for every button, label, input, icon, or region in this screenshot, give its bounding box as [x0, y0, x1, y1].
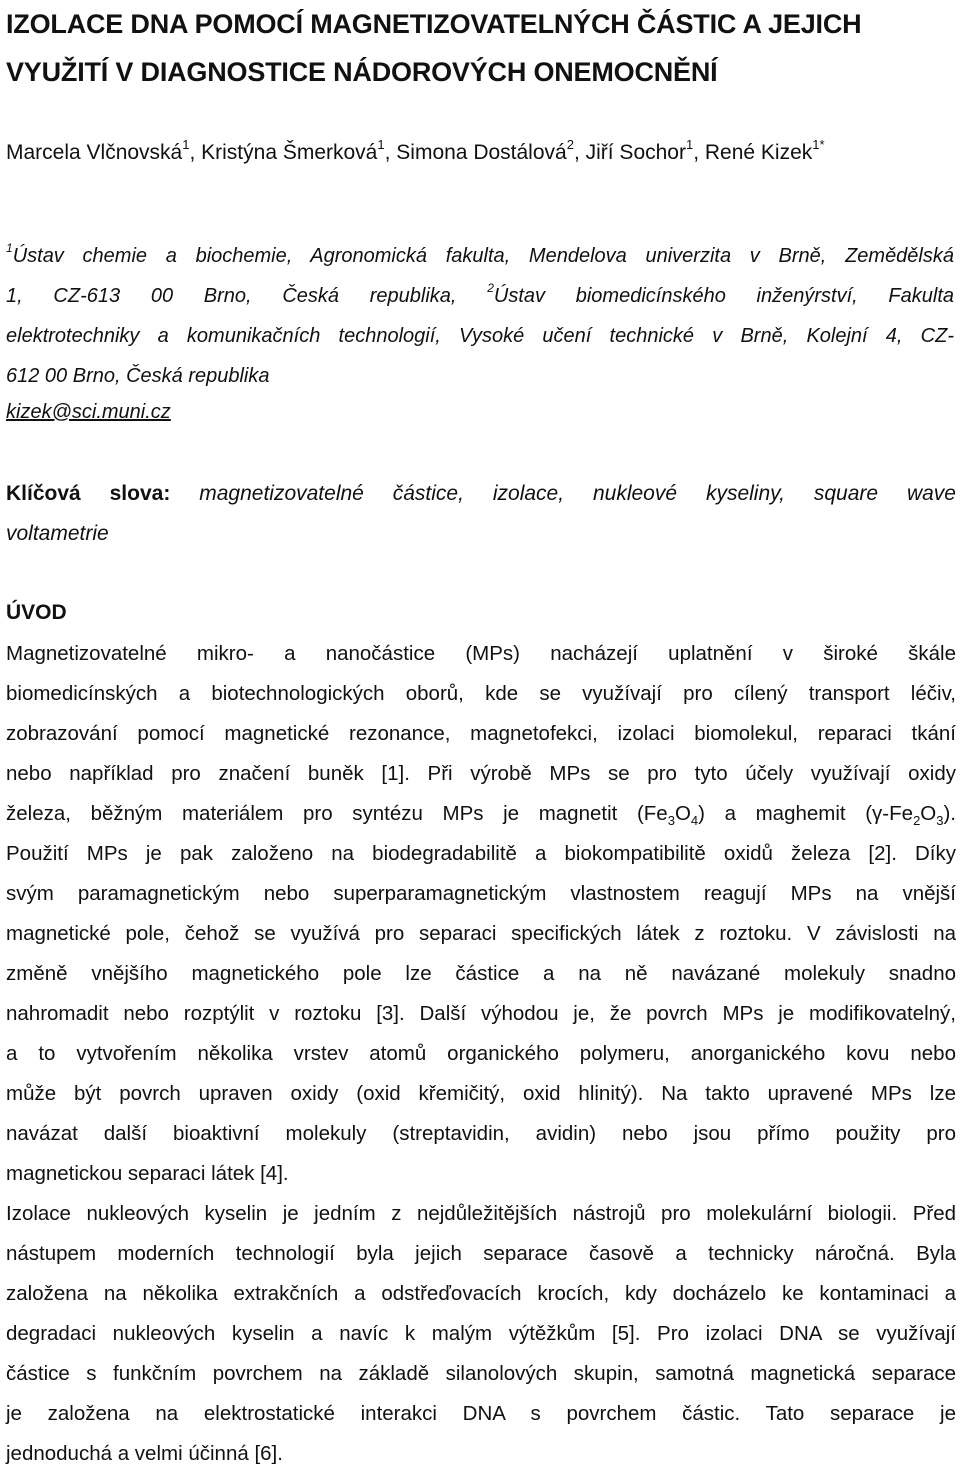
section-body	[6, 634, 956, 1474]
affiliation-line: 1, CZ-613 00 Brno, Česká republika, $^2$Ústav biomedicínského inženýrství, Fakulta	[6, 281, 955, 307]
paragraph-line: Magnetizovatelné mikro- a nanočástice (MPs) nacházejí uplatnění v široké škále	[6, 642, 956, 665]
author-affiliation-mark: 1*	[812, 137, 825, 152]
paragraph-line: změně vnějšího magnetického pole lze částice a na ně navázané molekuly snadno	[6, 962, 956, 985]
paragraph-line: částice s funkčním povrchem na základě silanolových skupin, samotná magnetická separace	[6, 1362, 956, 1385]
author-affiliation-mark: 1	[685, 137, 694, 152]
keywords	[6, 474, 956, 554]
paragraph-line: nahromadit nebo rozptýlit v roztoku [3]. Další výhodou je, že povrch MPs je modifikovatelný,	[6, 1002, 956, 1025]
paragraph-line: je založena na elektrostatické interakci DNA s povrchem částic. Tato separace je	[6, 1402, 956, 1425]
paragraph-line: navázat další bioaktivní molekuly (streptavidin, avidin) nebo jsou přímo použity pro	[6, 1122, 956, 1145]
author-affiliation-mark: 2	[566, 137, 574, 152]
author-list: Marcela Vlčnovská$^1$, Kristýna Šmerková$^1$, Simona Dostálová$^2$, Jiří Sochor$^1$, René Kizek$^{1*}$	[6, 137, 825, 164]
section-heading-uvod: ÚVOD	[6, 601, 67, 624]
paragraph-line: jednoduchá a velmi účinná [6].	[6, 1442, 283, 1465]
author-name: Jiří Sochor	[585, 141, 686, 164]
affiliation-line: 612 00 Brno, Česká republika	[6, 365, 270, 387]
author-affiliation-mark: 1	[182, 137, 190, 152]
title-line-1: IZOLACE DNA POMOCÍ MAGNETIZOVATELNÝCH ČÁSTIC A JEJICH	[6, 9, 862, 39]
title-line-2: VYUŽITÍ V DIAGNOSTICE NÁDOROVÝCH ONEMOCNĚNÍ	[6, 57, 718, 87]
author-name: Marcela Vlčnovská	[6, 141, 183, 164]
affiliation-line: $^1$Ústav chemie a biochemie, Agronomická fakulta, Mendelova univerzita v Brně, Zemědělská	[6, 241, 954, 267]
paragraph-line: magnetickou separaci látek [4].	[6, 1162, 289, 1185]
affiliations	[6, 236, 954, 396]
affiliation-line: elektrotechniky a komunikačních technologií, Vysoké učení technické v Brně, Kolejní 4, CZ-	[6, 325, 954, 347]
author-name: Kristýna Šmerková	[201, 141, 378, 164]
author-affiliation-mark: 1	[377, 137, 385, 152]
paragraph-line: Použití MPs je pak založeno na biodegradabilitě a biokompatibilitě oxidů železa [2]. Díky	[6, 842, 956, 865]
author-name: Simona Dostálová	[396, 141, 567, 164]
paragraph-line: svým paramagnetickým nebo superparamagnetickým vlastnostem reagují MPs na vnější	[6, 882, 956, 905]
keywords-values: magnetizovatelné částice, izolace, nukleové kyseliny, square wave	[199, 482, 956, 505]
paragraph-line: magnetické pole, čehož se využívá pro separaci specifických látek z roztoku. V závislosti na	[6, 922, 956, 945]
paragraph-line: degradaci nukleových kyselin a navíc k malým výtěžkům [5]. Pro izolaci DNA se využívají	[6, 1322, 956, 1345]
keywords-line	[6, 474, 956, 514]
keywords-label: Klíčová slova:	[6, 482, 171, 505]
paragraph-line: železa, běžným materiálem pro syntézu MPs je magnetit $(Fe_3O_4)$ a maghemit $(\gamma-Fe_2O_3)$.	[6, 802, 957, 829]
affiliation-mark: 1	[6, 241, 13, 256]
paragraph-line: zobrazování pomocí magnetické rezonance, magnetofekci, izolaci biomolekul, reparaci tkání	[6, 722, 956, 745]
contact-email-link[interactable]: kizek@sci.muni.cz	[6, 401, 171, 423]
paragraph-line: nástupem moderních technologií byla jejich separace časově a technicky náročná. Byla	[6, 1242, 956, 1265]
paragraph-line: a to vytvořením několika vrstev atomů organického polymeru, anorganického kovu nebo	[6, 1042, 956, 1065]
paragraph-line: Izolace nukleových kyselin je jedním z nejdůležitějších nástrojů pro molekulární biologii. Před	[6, 1202, 956, 1225]
keywords-values-cont: voltametrie	[6, 522, 109, 545]
affiliation-mark: 2	[487, 281, 494, 296]
paragraph-line: biomedicínských a biotechnologických oborů, kde se využívají pro cílený transport léčiv,	[6, 682, 956, 705]
paragraph-line: nebo například pro značení buněk [1]. Při výrobě MPs se pro tyto účely využívají oxidy	[6, 762, 956, 785]
paper-title	[6, 0, 960, 96]
paragraph-line: založena na několika extrakčních a odstřeďovacích krocích, kdy docházelo ke kontaminaci a	[6, 1282, 956, 1305]
author-name: René Kizek	[704, 141, 813, 164]
paragraph-line: může být povrch upraven oxidy (oxid křemičitý, oxid hlinitý). Na takto upravené MPs lze	[6, 1082, 956, 1105]
